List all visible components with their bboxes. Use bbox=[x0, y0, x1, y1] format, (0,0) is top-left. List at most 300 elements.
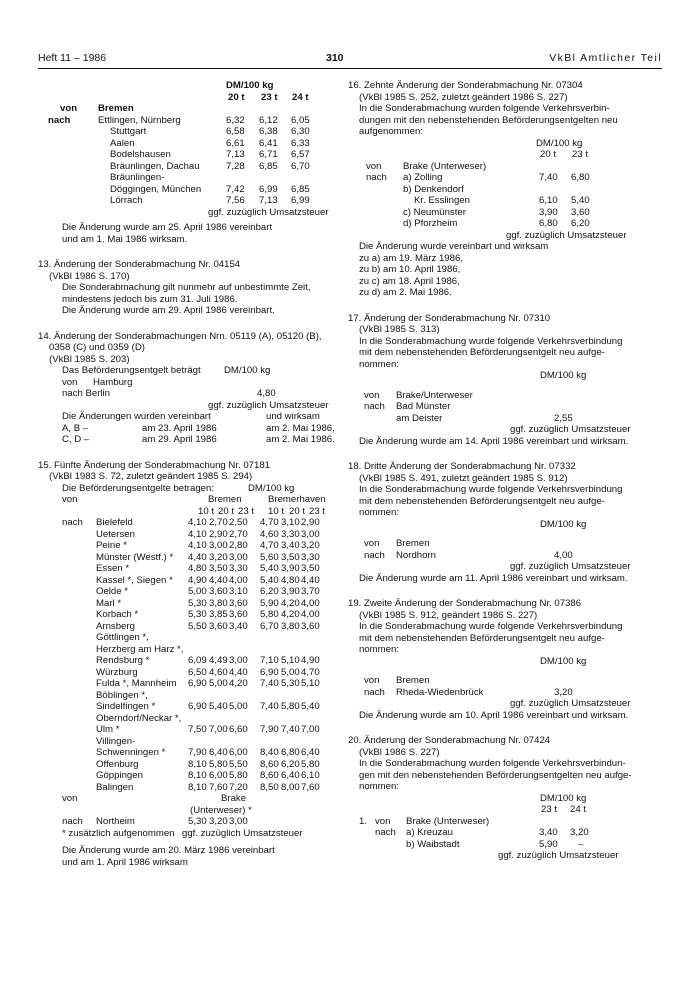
von-label: von bbox=[60, 103, 78, 114]
rate-value: 8,60 bbox=[260, 758, 279, 770]
weight-header: 23 t bbox=[572, 149, 589, 160]
rate-value: 6,80 bbox=[539, 218, 558, 229]
weight-header: 20 t bbox=[218, 505, 235, 517]
rate-value: 6,57 bbox=[291, 149, 310, 160]
nach-label: nach bbox=[364, 549, 385, 561]
rate-value: 3,00 bbox=[229, 816, 248, 827]
rate-value: 5,80 bbox=[301, 758, 320, 770]
table-row bbox=[38, 552, 335, 564]
weight-header: 24 t bbox=[292, 91, 309, 103]
destination: a) Kreuzau bbox=[406, 827, 453, 838]
table-row bbox=[38, 713, 335, 725]
section-body: nommen: bbox=[359, 781, 399, 792]
rate-value: 6,80 bbox=[571, 172, 590, 183]
rate-value: 3,30 bbox=[301, 551, 320, 563]
rate-value: 8,10 bbox=[188, 770, 207, 781]
unit-label: DM/100 kg bbox=[540, 655, 587, 667]
table-row bbox=[38, 690, 335, 702]
weight-header: 10 t bbox=[268, 505, 285, 517]
section-body: Die Beförderungsentgelte betragen: bbox=[62, 482, 215, 494]
rate-value: 5,30 bbox=[188, 597, 207, 609]
rate-value: 6,10 bbox=[301, 770, 320, 781]
tax-note: ggf. zuzüglich Umsatzsteuer bbox=[510, 561, 631, 572]
origin: Hamburg bbox=[93, 376, 133, 388]
rate-value: 3,70 bbox=[301, 586, 320, 597]
rate-value: 6,20 bbox=[571, 218, 590, 229]
section-body: mit dem nebenstehenden Beförderungsentgelt neu aufge- bbox=[359, 632, 605, 644]
rate-value: 3,60 bbox=[229, 597, 248, 609]
destination: Bielefeld bbox=[96, 517, 133, 528]
rate-value: 7,40 bbox=[260, 678, 279, 689]
table-row bbox=[348, 207, 662, 219]
rate-value: 4,70 bbox=[260, 517, 279, 528]
table-row bbox=[38, 586, 335, 598]
rate-value: 6,00 bbox=[209, 770, 228, 781]
rate-value: 6,58 bbox=[226, 126, 245, 137]
section-title: 14. Änderung der Sonderabmachungen Nrn. 05119 (A), 05120 (B), bbox=[38, 330, 322, 342]
rate-value: 3,80 bbox=[281, 620, 300, 632]
left-column bbox=[38, 80, 335, 868]
rate-value: 6,00 bbox=[229, 747, 248, 758]
section-title: 16. Zehnte Änderung der Sonderabmachung Nr. 07304 bbox=[348, 80, 583, 91]
tax-note: ggf. zuzüglich Umsatzsteuer bbox=[182, 827, 303, 839]
nach-label: nach bbox=[366, 172, 387, 183]
rate-value: 5,40 bbox=[571, 195, 590, 206]
rate-value: 4,90 bbox=[188, 574, 207, 586]
rate-value: 5,50 bbox=[229, 758, 248, 770]
table-row bbox=[38, 747, 335, 759]
rate-value: 3,90 bbox=[281, 586, 300, 597]
rate-value: 4,20 bbox=[229, 678, 248, 689]
table-row bbox=[38, 770, 335, 782]
destination: Lörrach bbox=[110, 195, 143, 206]
rate-value: 4,00 bbox=[301, 597, 320, 609]
rate-value: 6,99 bbox=[291, 195, 310, 206]
section-body: mit dem nebenstehenden Beförderungsentgelt neu aufge- bbox=[359, 495, 605, 507]
table-row bbox=[38, 609, 335, 621]
rate-value: 6,40 bbox=[209, 747, 228, 758]
table-row bbox=[38, 575, 335, 587]
rate-value: 3,20 bbox=[554, 686, 573, 698]
rate-value: 5,80 bbox=[209, 758, 228, 770]
rate-value: 2,55 bbox=[554, 412, 573, 424]
nach-label: nach bbox=[62, 816, 83, 827]
table-row bbox=[38, 195, 335, 207]
section-body: Die Sonderabmachung gilt nunmehr auf unbestimmte Zeit, bbox=[62, 282, 311, 293]
rate-value: 3,60 bbox=[209, 586, 228, 597]
rate-value: 4,00 bbox=[301, 609, 320, 620]
rate-value: 4,80 bbox=[257, 388, 276, 399]
von-label: von bbox=[62, 376, 78, 388]
rate-value: 4,70 bbox=[301, 666, 320, 678]
agreement-note: Die Änderung wurde vereinbart und wirksam bbox=[359, 241, 549, 252]
table-row bbox=[38, 678, 335, 690]
rate-value: 6,50 bbox=[188, 666, 207, 678]
destination: Kr. Esslingen bbox=[414, 195, 470, 206]
nach-label: nach bbox=[364, 686, 385, 698]
table-row bbox=[38, 540, 335, 552]
section-reference: (VkBl 1983 S. 72, zuletzt geändert 1985 S. 294) bbox=[49, 471, 253, 482]
rate-value: 3,40 bbox=[281, 540, 300, 551]
rate-value: 3,90 bbox=[281, 563, 300, 574]
rate-value: 8,50 bbox=[260, 781, 279, 793]
rate-value: 6,20 bbox=[281, 758, 300, 770]
tax-note: ggf. zuzüglich Umsatzsteuer bbox=[506, 229, 627, 241]
table-row bbox=[38, 563, 335, 575]
table-row bbox=[38, 149, 335, 161]
rate-value: 5,40 bbox=[260, 574, 279, 586]
section-title: 15. Fünfte Änderung der Sonderabmachung Nr. 07181 bbox=[38, 459, 271, 471]
page-number: 310 bbox=[326, 52, 344, 64]
destination: Aalen bbox=[110, 137, 135, 149]
rate-value: 5,00 bbox=[209, 678, 228, 689]
weight-header: 23 t bbox=[238, 505, 255, 517]
tax-note: ggf. zuzüglich Umsatzsteuer bbox=[498, 850, 619, 861]
header-rule bbox=[38, 68, 662, 69]
destination: Korbach * bbox=[96, 609, 139, 620]
rate-value: 5,40 bbox=[209, 701, 228, 712]
right-column bbox=[348, 80, 662, 862]
rate-value: 5,30 bbox=[188, 609, 207, 620]
rate-value: 4,20 bbox=[281, 609, 300, 620]
section-19 bbox=[348, 598, 662, 721]
agreed-date: am 29. April 1986 bbox=[142, 434, 217, 445]
destination: b) Waibstadt bbox=[406, 838, 460, 850]
table-row bbox=[38, 598, 335, 610]
rate-value: 6,60 bbox=[229, 724, 248, 735]
rate-rows bbox=[38, 517, 335, 793]
rate-value: 4,60 bbox=[209, 666, 228, 678]
header-journal: VkBl Amtlicher Teil bbox=[549, 52, 662, 64]
section-reference: (VkBl 1986 S. 227) bbox=[359, 746, 440, 758]
destination: Essen * bbox=[96, 563, 130, 574]
case-key: C, D – bbox=[62, 434, 90, 445]
destination: Balingen bbox=[96, 781, 134, 793]
destination: Arnsberg bbox=[96, 620, 135, 632]
von-label: von bbox=[364, 389, 380, 401]
rate-rows bbox=[38, 115, 335, 207]
weight-header: 23 t bbox=[309, 505, 326, 517]
rate-value: 3,20 bbox=[209, 816, 228, 827]
case-key: A, B – bbox=[62, 422, 89, 434]
rate-value: 3,00 bbox=[209, 540, 228, 551]
table-row bbox=[38, 632, 335, 644]
agreement-note: Die Änderung wurde am 11. April 1986 vereinbart und wirksam. bbox=[359, 572, 628, 584]
unit-label: DM/100 kg bbox=[248, 482, 295, 494]
section-body: In die Sonderabmachung wurde folgende Verkehrsverbindung bbox=[359, 335, 623, 347]
section-body: mit dem nebenstehenden Beförderungsentgelt neu aufge- bbox=[359, 347, 605, 358]
agreement-note: Die Änderung wurde am 25. April 1986 vereinbart bbox=[62, 222, 273, 233]
rate-value: 2,70 bbox=[229, 528, 248, 540]
agreement-note: Die Änderung wurde am 20. März 1986 vereinbart bbox=[62, 845, 275, 856]
rate-value: 6,99 bbox=[259, 183, 278, 195]
table-row bbox=[38, 529, 335, 541]
destination: Uetersen bbox=[96, 528, 135, 540]
footnote: * zusätzlich aufgenommen bbox=[62, 827, 175, 839]
rate-value: 4,40 bbox=[209, 574, 228, 586]
header-issue: Heft 11 – 1986 bbox=[38, 52, 107, 64]
origin: Brake/Unterweser bbox=[396, 389, 473, 401]
nach-label: nach bbox=[62, 517, 83, 528]
rate-value: 3,20 bbox=[209, 551, 228, 563]
destination: Marl * bbox=[96, 597, 122, 609]
rate-value: 7,40 bbox=[281, 724, 300, 735]
destination: c) Neumünster bbox=[403, 206, 466, 218]
weight-header-row bbox=[38, 506, 335, 518]
destination: Göppingen bbox=[96, 770, 143, 781]
table-row bbox=[38, 184, 335, 196]
rate-value: 2,80 bbox=[229, 540, 248, 551]
rate-value: 4,00 bbox=[229, 574, 248, 586]
origin: Brake (Unterweser) bbox=[403, 160, 487, 172]
section-18 bbox=[348, 461, 662, 584]
rate-value: 7,00 bbox=[301, 724, 320, 735]
rate-value: 3,00 bbox=[301, 528, 320, 540]
rate-value: 7,28 bbox=[226, 160, 245, 172]
rate-value: 3,40 bbox=[229, 620, 248, 632]
rate-value: 5,60 bbox=[260, 551, 279, 563]
rate-value: 4,80 bbox=[281, 574, 300, 586]
rate-value: 6,32 bbox=[226, 114, 245, 126]
nach-label: nach bbox=[375, 827, 396, 838]
destination: Würzburg bbox=[96, 666, 138, 678]
table-row bbox=[38, 161, 335, 173]
rate-value: – bbox=[578, 838, 584, 850]
rate-value: 4,40 bbox=[301, 574, 320, 586]
agreement-note: zu c) am 18. April 1986, bbox=[359, 275, 460, 287]
effective-date: am 2. Mai 1986, bbox=[266, 422, 335, 434]
rate-value: 4,20 bbox=[281, 597, 300, 609]
destination: Offenburg bbox=[96, 758, 139, 770]
rate-value: 4,49 bbox=[209, 655, 228, 666]
rate-value: 8,40 bbox=[260, 747, 279, 758]
origin: Bremerhaven bbox=[268, 494, 326, 505]
rate-value: 7,56 bbox=[226, 195, 245, 206]
continuation-table bbox=[38, 80, 335, 245]
rate-value: 3,50 bbox=[281, 551, 300, 563]
tax-note: ggf. zuzüglich Umsatzsteuer bbox=[510, 424, 631, 435]
rate-value: 2,70 bbox=[209, 517, 228, 528]
section-16 bbox=[348, 80, 662, 299]
rate-value: 6,12 bbox=[259, 114, 278, 126]
rate-value: 5,00 bbox=[188, 586, 207, 597]
section-17 bbox=[348, 313, 662, 448]
section-14 bbox=[38, 331, 335, 446]
rate-value: 6,05 bbox=[291, 114, 310, 126]
table-row bbox=[38, 782, 335, 794]
destination: Northeim bbox=[96, 816, 135, 827]
rate-value: 6,20 bbox=[260, 586, 279, 597]
rate-value: 4,70 bbox=[260, 540, 279, 551]
origin: Bremen bbox=[208, 494, 242, 505]
section-body: mindestens jedoch bis zum 31. Juli 1986. bbox=[62, 293, 238, 305]
section-body: nommen: bbox=[359, 358, 399, 370]
section-body: nommen: bbox=[359, 507, 399, 518]
rate-value: 7,60 bbox=[209, 781, 228, 793]
destination: Bodelshausen bbox=[110, 149, 171, 160]
destination: Münster (Westf.) * bbox=[96, 551, 174, 563]
destination: Villingen- bbox=[96, 735, 136, 747]
rate-value: 4,80 bbox=[188, 563, 207, 574]
section-body: In die Sonderabmachung wurde folgende Verkehrsverbindung bbox=[359, 621, 623, 632]
weight-header: 20 t bbox=[540, 149, 557, 160]
table-row bbox=[348, 184, 662, 196]
rate-value: 8,00 bbox=[281, 781, 300, 793]
rate-value: 3,60 bbox=[229, 609, 248, 620]
rate-value: 6,09 bbox=[188, 655, 207, 666]
destination: Fulda *, Mannheim bbox=[96, 678, 177, 689]
agreement-note: Die Änderungen wurden vereinbart bbox=[62, 411, 211, 422]
table-row bbox=[38, 667, 335, 679]
table-row bbox=[38, 655, 335, 667]
destination: Kassel *, Siegen * bbox=[96, 574, 173, 586]
section-reference: (VkBl 1985 S. 313) bbox=[359, 324, 440, 335]
nach-label: nach bbox=[364, 401, 385, 412]
rate-value: 7,13 bbox=[259, 195, 278, 206]
section-20 bbox=[348, 735, 662, 862]
agreement-note: zu d) am 2. Mai 1986. bbox=[359, 287, 452, 298]
table-row bbox=[348, 218, 662, 230]
rate-value: 7,00 bbox=[209, 724, 228, 735]
origin: Bremen bbox=[396, 538, 430, 549]
rate-value: 3,50 bbox=[209, 563, 228, 574]
rate-value: 6,30 bbox=[291, 126, 310, 137]
agreement-note: zu b) am 10. April 1986, bbox=[359, 264, 461, 275]
rate-value: 8,60 bbox=[260, 770, 279, 781]
rate-value: 3,60 bbox=[209, 620, 228, 632]
unit-label: DM/100 kg bbox=[226, 80, 274, 91]
agreement-note: Die Änderung wurde am 10. April 1986 vereinbart und wirksam. bbox=[359, 709, 629, 721]
agreement-note: Die Änderung wurde am 14. April 1986 vereinbart und wirksam. bbox=[359, 435, 629, 447]
agreement-note: und wirksam bbox=[266, 411, 320, 422]
weight-header: 10 t bbox=[198, 505, 215, 517]
table-row bbox=[38, 115, 335, 127]
table-row bbox=[38, 126, 335, 138]
destination: a) Zolling bbox=[403, 172, 443, 183]
rate-value: 3,00 bbox=[229, 655, 248, 666]
agreement-note: und am 1. April 1986 wirksam bbox=[62, 856, 188, 868]
section-body: dungen mit den nebenstehenden Beförderungsentgelten neu bbox=[359, 114, 618, 126]
destination: Ettlingen, Nürnberg bbox=[98, 114, 181, 126]
von-label: von bbox=[62, 494, 78, 505]
von-label: von bbox=[62, 793, 78, 804]
rate-value: 6,90 bbox=[260, 666, 279, 678]
rate-value: 2,50 bbox=[229, 517, 248, 528]
rate-value: 6,85 bbox=[291, 183, 310, 195]
destination: am Deister bbox=[396, 412, 443, 424]
section-title: 0358 (C) und 0359 (D) bbox=[49, 342, 145, 353]
unit-label: DM/100 kg bbox=[224, 365, 271, 376]
rate-value: 7,50 bbox=[188, 724, 207, 735]
destination: Nordhorn bbox=[396, 549, 436, 561]
destination: Bräunlingen, Dachau bbox=[110, 160, 200, 172]
rate-value: 3,40 bbox=[539, 827, 558, 838]
rate-value: 3,60 bbox=[571, 206, 590, 218]
rate-value: 5,40 bbox=[301, 701, 320, 712]
rate-value: 5,80 bbox=[260, 609, 279, 620]
rate-value: 6,33 bbox=[291, 137, 310, 149]
destination: d) Pforzheim bbox=[403, 218, 458, 229]
origin: Brake bbox=[221, 793, 247, 804]
tax-note: ggf. zuzüglich Umsatzsteuer bbox=[208, 399, 329, 411]
rate-value: 6,70 bbox=[291, 160, 310, 172]
agreement-note: Die Änderung wurde am 29. April 1986 vereinbart. bbox=[62, 305, 275, 316]
rate-value: 6,90 bbox=[188, 701, 207, 712]
rate-value: 8,10 bbox=[188, 781, 207, 793]
section-body: aufgenommen: bbox=[359, 126, 423, 137]
origin: Bremen bbox=[98, 103, 134, 114]
table-row bbox=[38, 816, 335, 828]
von-label: von bbox=[364, 675, 380, 686]
rate-value: 5,40 bbox=[260, 563, 279, 574]
agreement-note: und am 1. Mai 1986 wirksam. bbox=[62, 233, 188, 245]
rate-value: 5,30 bbox=[281, 678, 300, 689]
rate-value: 5,80 bbox=[229, 770, 248, 781]
rate-value: 2,90 bbox=[209, 528, 228, 540]
section-title: 13. Änderung der Sonderabmachung Nr. 04154 bbox=[38, 259, 241, 270]
table-row bbox=[38, 724, 335, 736]
rate-value: 6,90 bbox=[188, 678, 207, 689]
destination: Bräunlingen- bbox=[110, 172, 165, 183]
rate-value: 6,71 bbox=[259, 149, 278, 160]
destination: Göttlingen *, bbox=[96, 632, 149, 643]
rate-value: 7,42 bbox=[226, 183, 245, 195]
destination: Sindelfingen * bbox=[96, 701, 156, 712]
rate-value: 7,90 bbox=[260, 724, 279, 735]
table-row bbox=[38, 138, 335, 150]
rate-value: 6,40 bbox=[301, 747, 320, 758]
origin: (Unterweser) * bbox=[190, 804, 252, 816]
destination: Rendsburg * bbox=[96, 655, 150, 666]
destination: Herzberg am Harz *, bbox=[96, 643, 184, 655]
section-reference: (VkBl 1985 S. 203) bbox=[49, 353, 130, 365]
rate-value: 3,10 bbox=[229, 586, 248, 597]
section-body: In die Sonderabmachung wurden folgende Verkehrsverbindun- bbox=[359, 758, 626, 769]
section-reference: (VkBl 1985 S. 252, zuletzt geändert 1986 S. 227) bbox=[359, 91, 568, 103]
rate-value: 5,10 bbox=[301, 678, 320, 689]
section-title: 18. Dritte Änderung der Sonderabmachung Nr. 07332 bbox=[348, 461, 576, 472]
item-number: 1. bbox=[359, 815, 368, 827]
von-label: von bbox=[364, 538, 380, 549]
tax-note: ggf. zuzüglich Umsatzsteuer bbox=[510, 698, 631, 709]
rate-value: 5,30 bbox=[188, 816, 207, 827]
rate-value: 8,10 bbox=[188, 758, 207, 770]
table-row bbox=[38, 759, 335, 771]
rate-value: 6,41 bbox=[259, 137, 278, 149]
von-label: von bbox=[375, 815, 391, 827]
section-title: 20. Änderung der Sonderabmachung Nr. 07424 bbox=[348, 735, 551, 746]
section-reference: (VkBl 1985 S. 491, zuletzt geändert 1985 S. 912) bbox=[359, 472, 568, 484]
rate-value: 3,30 bbox=[229, 563, 248, 574]
table-row bbox=[348, 195, 662, 207]
rate-value: 7,40 bbox=[539, 172, 558, 183]
rate-value: 6,85 bbox=[259, 160, 278, 172]
rate-value: 5,00 bbox=[229, 701, 248, 712]
destination: Schwenningen * bbox=[96, 747, 166, 758]
rate-value: 7,20 bbox=[229, 781, 248, 793]
section-reference: (VkBl 1986 S. 170) bbox=[49, 270, 130, 282]
destination: Döggingen, München bbox=[110, 183, 202, 195]
destination: Stuttgart bbox=[110, 126, 147, 137]
destination: Oberndorf/Neckar *, bbox=[96, 712, 182, 724]
rate-value: 4,10 bbox=[188, 540, 207, 551]
rate-rows bbox=[348, 172, 662, 230]
nach-label: nach bbox=[48, 114, 71, 126]
section-title: 17. Änderung der Sonderabmachung Nr. 07310 bbox=[348, 312, 551, 324]
weight-header: 20 t bbox=[289, 505, 306, 517]
section-body: nommen: bbox=[359, 644, 399, 655]
rate-value: 7,60 bbox=[301, 781, 320, 793]
